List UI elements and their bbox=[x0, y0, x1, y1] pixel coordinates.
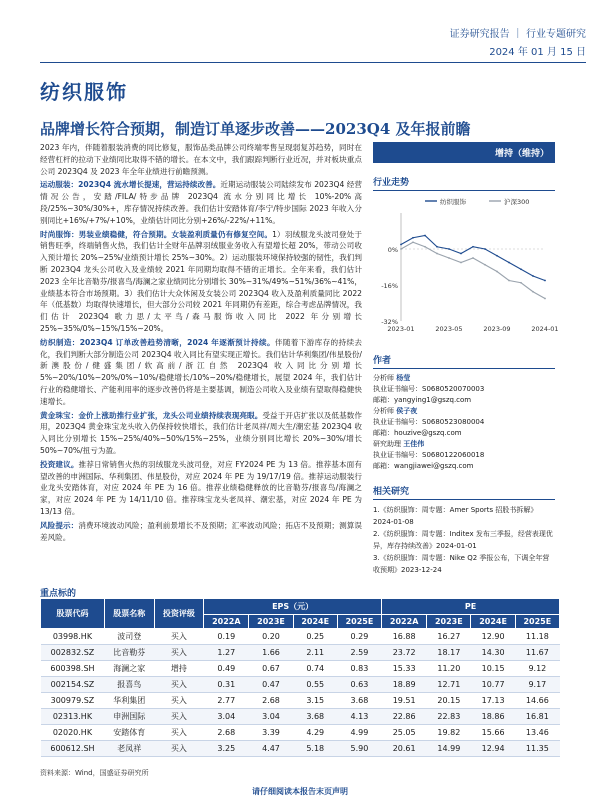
report-body bbox=[40, 142, 362, 545]
sector-title: 纺织服饰 bbox=[40, 80, 128, 104]
table-row bbox=[41, 725, 560, 741]
paragraph-text: 推荐日常销售火热的羽绒服龙头波司登，对应 FY2024 PE 为 13 倍。推荐基本面有望改善的申洲国际、华利集团、伟星股份，对应 2024 年 PE 为 19/17/19 倍。推荐运动服装行业龙头安踏体育，对应 2024 年 PE 为 16 倍。推荐业绩稳健释放的比音勒芬/报喜鸟/海澜之家，对应 2024 年 PE 为 14/11/10 倍。推荐珠宝龙头老凤祥、潮宏基，对应 2024 年 PE 为 13/13 倍。 bbox=[40, 459, 362, 516]
table-cell: 16.81 bbox=[515, 709, 559, 725]
author-role: 分析师 bbox=[373, 407, 394, 415]
table-cell: 19.51 bbox=[382, 693, 427, 709]
data-point bbox=[412, 237, 414, 239]
table-cell: 0.25 bbox=[293, 629, 337, 645]
table-cell: 600398.SH bbox=[41, 661, 105, 677]
table-cell: 25.05 bbox=[382, 725, 427, 741]
table-cell: 比音勒芬 bbox=[104, 645, 154, 661]
data-point bbox=[436, 253, 438, 255]
authors-title: 作者 bbox=[373, 351, 555, 369]
x-tick-label: 2023-09 bbox=[483, 325, 511, 333]
paragraph-lead: 纺织制造：2023Q4 订单改善趋势清晰，2024 年逐渐预计持续。 bbox=[40, 337, 275, 347]
author-line bbox=[373, 406, 555, 417]
table-cell: 买入 bbox=[154, 693, 204, 709]
table-cell: 002154.SZ bbox=[41, 677, 105, 693]
author-line bbox=[373, 439, 555, 450]
table-cell: 16.88 bbox=[382, 629, 427, 645]
data-point bbox=[436, 246, 438, 248]
related-title: 相关研究 bbox=[373, 482, 555, 500]
x-tick-label: 2023-05 bbox=[435, 325, 463, 333]
data-point bbox=[496, 255, 498, 257]
table-cell: 1.66 bbox=[249, 645, 293, 661]
th-year: 2025E bbox=[337, 615, 381, 629]
paragraph-lead: 投资建议。 bbox=[40, 459, 79, 469]
table-cell: 4.99 bbox=[337, 725, 381, 741]
table-row bbox=[41, 677, 560, 693]
x-tick-label: 2023-01 bbox=[387, 325, 415, 333]
table-cell: 300979.SZ bbox=[41, 693, 105, 709]
data-point bbox=[400, 244, 402, 246]
rating-badge: 增持（维持） bbox=[373, 142, 555, 163]
table-cell: 华利集团 bbox=[104, 693, 154, 709]
table-source: 资料来源：Wind，国盛证券研究所 bbox=[40, 769, 149, 777]
table-cell: 0.19 bbox=[204, 629, 249, 645]
author-license: 执业证书编号：S0680122060018 bbox=[373, 451, 485, 459]
table-cell: 22.83 bbox=[427, 709, 471, 725]
table-cell: 18.89 bbox=[382, 677, 427, 693]
related-item[interactable]: 3.《纺织服饰：周专题：Nike Q2 季报公布，下调全年营收预期》2023-12-24 bbox=[373, 554, 550, 574]
table-cell: 12.94 bbox=[471, 741, 515, 757]
table-cell: 买入 bbox=[154, 645, 204, 661]
table-cell: 10.15 bbox=[471, 661, 515, 677]
author-name: 王佳伟 bbox=[403, 440, 425, 448]
table-cell: 买入 bbox=[154, 725, 204, 741]
table-cell: 11.20 bbox=[427, 661, 471, 677]
data-point bbox=[448, 257, 450, 259]
table-cell: 02313.HK bbox=[41, 709, 105, 725]
table-cell: 3.39 bbox=[249, 725, 293, 741]
author-role: 分析师 bbox=[373, 374, 394, 382]
data-point bbox=[400, 248, 402, 250]
table-cell: 14.30 bbox=[471, 645, 515, 661]
table-cell: 20.15 bbox=[427, 693, 471, 709]
paragraph bbox=[40, 520, 362, 544]
table-cell: 18.17 bbox=[427, 645, 471, 661]
paragraph bbox=[40, 179, 362, 226]
table-cell: 0.29 bbox=[337, 629, 381, 645]
related-item[interactable]: 1.《纺织服饰：周专题：Amer Sports 招股书拆解》2024-01-08 bbox=[373, 506, 538, 526]
table-cell: 0.83 bbox=[337, 661, 381, 677]
table-cell: 老凤祥 bbox=[104, 741, 154, 757]
table-row bbox=[41, 645, 560, 661]
data-point bbox=[484, 248, 486, 250]
author-entry bbox=[373, 373, 555, 406]
related-item[interactable]: 2.《纺织服饰：周专题：Inditex 发布三季报，经营表现优异，库存持续改善》2024-01-01 bbox=[373, 530, 553, 550]
related-list bbox=[373, 504, 555, 576]
table-cell: 0.20 bbox=[249, 629, 293, 645]
table-cell: 0.49 bbox=[204, 661, 249, 677]
legend-label: 沪深300 bbox=[504, 198, 530, 206]
table-cell: 买入 bbox=[154, 629, 204, 645]
y-tick-label: -32% bbox=[381, 318, 398, 326]
table-cell: 海澜之家 bbox=[104, 661, 154, 677]
table-cell: 13.46 bbox=[515, 725, 559, 741]
paragraph-text: 1）羽绒服龙头波司登处于销售旺季，终端销售火热，我们估计全财年品牌羽绒服业务收入有望增长超 20%，带动公司收入预计增长 20%~25%/业绩预计增长 25%~30%。2）运动服装环境保持较强的韧性，我们判断 2023Q4 龙头公司收入及业绩较 2021 年同期均取得不错的正增长。全年来看，我们估计 2023 全年比音勒芬/报喜鸟/海澜之家业绩同比分别增长 30%~31%/49%~51%/36%~41%，业绩基本符合市场预期。3）我们估计大众休闲及女装公司 2023Q4 收入及盈利质量同比 2022 年（低基数）均取得快速增长，但大部分公司较 2021 年同期仍有差距，综合考虑品牌情况，我们估计 2023Q4 歌力思/太平鸟/森马服饰收入同比 2022 年分别增长 25%~35%/0%~15%/15%~20%。 bbox=[40, 229, 362, 333]
th-eps: EPS（元） bbox=[204, 599, 382, 615]
table-cell: 2.68 bbox=[249, 693, 293, 709]
author-entry bbox=[373, 439, 555, 472]
author-name: 侯子夜 bbox=[396, 407, 418, 415]
paragraph bbox=[40, 459, 362, 518]
author-license: 执业证书编号：S0680520070003 bbox=[373, 385, 485, 393]
table-cell: 0.74 bbox=[293, 661, 337, 677]
table-cell: 买入 bbox=[154, 677, 204, 693]
y-tick-label: -16% bbox=[381, 282, 398, 290]
table-cell: 11.18 bbox=[515, 629, 559, 645]
data-point bbox=[448, 248, 450, 250]
th-year: 2022A bbox=[382, 615, 427, 629]
th-year: 2023E bbox=[427, 615, 471, 629]
table-cell: 11.35 bbox=[515, 741, 559, 757]
th-name: 股票名称 bbox=[104, 599, 154, 629]
table-cell: 3.25 bbox=[204, 741, 249, 757]
table-row bbox=[41, 629, 560, 645]
data-point bbox=[544, 280, 546, 282]
paragraph-lead: 时尚服饰：男装业绩稳健，符合预期。女装盈利质量仍有修复空间。 bbox=[40, 229, 273, 239]
table-cell: 12.71 bbox=[427, 677, 471, 693]
table-cell: 9.12 bbox=[515, 661, 559, 677]
th-code: 股票代码 bbox=[41, 599, 105, 629]
data-point bbox=[460, 262, 462, 264]
th-year: 2024E bbox=[471, 615, 515, 629]
table-cell: 15.66 bbox=[471, 725, 515, 741]
table-cell: 0.63 bbox=[337, 677, 381, 693]
trend-chart bbox=[373, 191, 559, 341]
author-role: 研究助理 bbox=[373, 440, 401, 448]
table-cell: 4.13 bbox=[337, 709, 381, 725]
table-cell: 0.67 bbox=[249, 661, 293, 677]
paragraph-lead: 运动服装：2023Q4 流水增长提速，营运持续改善。 bbox=[40, 180, 221, 190]
data-point bbox=[544, 298, 546, 300]
th-year: 2024E bbox=[293, 615, 337, 629]
table-cell: 增持 bbox=[154, 661, 204, 677]
data-point bbox=[532, 291, 534, 293]
report-date: 2024 年 01 月 15 日 bbox=[489, 47, 586, 58]
author-entry bbox=[373, 406, 555, 439]
author-email[interactable]: 邮箱：yangying1@gszq.com bbox=[373, 396, 472, 404]
th-year: 2022A bbox=[204, 615, 249, 629]
table-cell: 3.15 bbox=[293, 693, 337, 709]
table-cell: 18.86 bbox=[471, 709, 515, 725]
table-cell: 0.47 bbox=[249, 677, 293, 693]
table-cell: 5.90 bbox=[337, 741, 381, 757]
table-cell: 波司登 bbox=[104, 629, 154, 645]
table-cell: 2.11 bbox=[293, 645, 337, 661]
table-cell: 5.18 bbox=[293, 741, 337, 757]
page-footer: 请仔细阅读本报告末页声明 bbox=[252, 787, 348, 796]
th-rating: 投资评级 bbox=[154, 599, 204, 629]
paragraph-text: 受益于开店扩张以及低基数作用，2023Q4 黄金珠宝龙头收入仍保持较快增长，我们估计老凤祥/周大生/潮宏基 2023Q4 收入同比分别增长 15%~25%/40%~50%/15%~25%，业绩分别同比增长 20%~30%/增长 50%~70%/扭亏为盈。 bbox=[40, 410, 363, 455]
table-cell: 3.04 bbox=[249, 709, 293, 725]
data-point bbox=[460, 253, 462, 255]
data-point bbox=[472, 246, 474, 248]
sidebar bbox=[373, 142, 559, 576]
data-point bbox=[484, 264, 486, 266]
paragraph bbox=[40, 410, 362, 457]
table-cell: 3.04 bbox=[204, 709, 249, 725]
paragraph-text: 消费环境波动风险；盈利前景增长不及预期；汇率波动风险；拓店不及预期；测算误差风险。 bbox=[40, 520, 362, 542]
table-cell: 20.61 bbox=[382, 741, 427, 757]
table-cell: 9.17 bbox=[515, 677, 559, 693]
table-row bbox=[41, 661, 560, 677]
table-cell: 0.55 bbox=[293, 677, 337, 693]
table-cell: 10.77 bbox=[471, 677, 515, 693]
paragraph-lead: 风险提示： bbox=[40, 520, 79, 530]
table-cell: 19.82 bbox=[427, 725, 471, 741]
table-cell: 0.31 bbox=[204, 677, 249, 693]
table-cell: 4.47 bbox=[249, 741, 293, 757]
table-cell: 安踏体育 bbox=[104, 725, 154, 741]
table-cell: 3.68 bbox=[293, 709, 337, 725]
table-cell: 15.33 bbox=[382, 661, 427, 677]
table-cell: 报喜鸟 bbox=[104, 677, 154, 693]
table-cell: 23.72 bbox=[382, 645, 427, 661]
data-point bbox=[472, 257, 474, 259]
table-cell: 1.27 bbox=[204, 645, 249, 661]
table-cell: 600612.SH bbox=[41, 741, 105, 757]
table-cell: 买入 bbox=[154, 741, 204, 757]
table-cell: 14.99 bbox=[427, 741, 471, 757]
th-year: 2025E bbox=[515, 615, 559, 629]
paragraph-text: 伴随着下游库存的持续去化，我们判断大部分制造公司 2023Q4 收入同比有望实现正增长。我们估计华利集团/伟星股份/新澳股份/健盛集团/软高前/浙江自然 2023Q4 收入同比分别增长 5%~20%/10%~20%/0%~10%/稳健增长/10%~20%/稳健增长，展望 2024 年，我们估计行业的稳健增长、产能利用率的逐步改善仍将是主要基调，制造公司收入及业绩有望取得稳健快速增长。 bbox=[40, 337, 362, 406]
author-license: 执业证书编号：S0680523080004 bbox=[373, 418, 485, 426]
trend-chart-svg bbox=[373, 191, 559, 341]
data-point bbox=[508, 262, 510, 264]
header-divider bbox=[40, 62, 586, 63]
table-row bbox=[41, 693, 560, 709]
author-email[interactable]: 邮箱：wangjiawei@gszq.com bbox=[373, 462, 474, 470]
th-year: 2023E bbox=[249, 615, 293, 629]
th-pe: PE bbox=[382, 599, 560, 615]
key-stocks-table bbox=[40, 598, 560, 757]
table-cell: 11.67 bbox=[515, 645, 559, 661]
data-point bbox=[532, 275, 534, 277]
table-cell: 22.86 bbox=[382, 709, 427, 725]
table-cell: 16.27 bbox=[427, 629, 471, 645]
paragraph bbox=[40, 142, 362, 177]
table-cell: 2.68 bbox=[204, 725, 249, 741]
author-name: 杨莹 bbox=[396, 374, 411, 382]
paragraph bbox=[40, 229, 362, 335]
report-meta bbox=[450, 26, 586, 62]
y-tick-label: 0% bbox=[387, 246, 398, 254]
data-point bbox=[424, 246, 426, 248]
table-cell: 3.68 bbox=[337, 693, 381, 709]
table-cell: 4.29 bbox=[293, 725, 337, 741]
data-point bbox=[412, 241, 414, 243]
table-title: 重点标的 bbox=[40, 589, 77, 599]
trend-title: 行业走势 bbox=[373, 173, 555, 191]
legend-label: 纺织服饰 bbox=[440, 198, 466, 206]
table-cell: 14.66 bbox=[515, 693, 559, 709]
table-row bbox=[41, 741, 560, 757]
paragraph-text: 2023 年内，伴随着服装消费的同比修复，服饰品类品牌公司终端零售呈现弱复苏趋势，同时在经营杠杆的拉动下业绩同比取得不错的增长。在本文中，我们跟踪判断行业近况，并对板块重点公司 2023Q4 及 2023 年全年业绩进行前瞻预测。 bbox=[40, 143, 362, 176]
author-line bbox=[373, 373, 555, 384]
table-cell: 02020.HK bbox=[41, 725, 105, 741]
table-cell: 买入 bbox=[154, 709, 204, 725]
x-tick-label: 2024-01 bbox=[531, 325, 559, 333]
table-cell: 申洲国际 bbox=[104, 709, 154, 725]
paragraph-lead: 黄金珠宝：金价上涨助推行业扩张，龙头公司业绩持续表现亮眼。 bbox=[40, 410, 263, 420]
table-cell: 2.77 bbox=[204, 693, 249, 709]
data-point bbox=[508, 280, 510, 282]
authors-list bbox=[373, 373, 555, 472]
paragraph-text: 近期运动服装公司陆续发布 2023Q4 经营情况公告，安踏/FILA/特步品牌 2023Q4 流水分别同比增长 10%-20%高段/25%~30%/30%+，库存情况持续改善。我们估计安踏体育/李宁/特步国际 2023 年收入分别同比+16%/+7%/+10%，业绩估计同比分别+26%/-22%/+11%。 bbox=[40, 180, 362, 225]
report-type: 证券研究报告 ｜ 行业专题研究 bbox=[449, 29, 586, 40]
data-point bbox=[424, 235, 426, 237]
table-cell: 17.13 bbox=[471, 693, 515, 709]
data-point bbox=[496, 271, 498, 273]
author-email[interactable]: 邮箱：houzive@gszq.com bbox=[373, 429, 462, 437]
data-point bbox=[520, 268, 522, 270]
table-cell: 12.90 bbox=[471, 629, 515, 645]
table-cell: 03998.HK bbox=[41, 629, 105, 645]
data-point bbox=[520, 282, 522, 284]
table-cell: 002832.SZ bbox=[41, 645, 105, 661]
paragraph bbox=[40, 337, 362, 408]
table-cell: 2.59 bbox=[337, 645, 381, 661]
table-row bbox=[41, 709, 560, 725]
report-title: 品牌增长符合预期，制造订单逐步改善——2023Q4 及年报前瞻 bbox=[40, 120, 471, 138]
